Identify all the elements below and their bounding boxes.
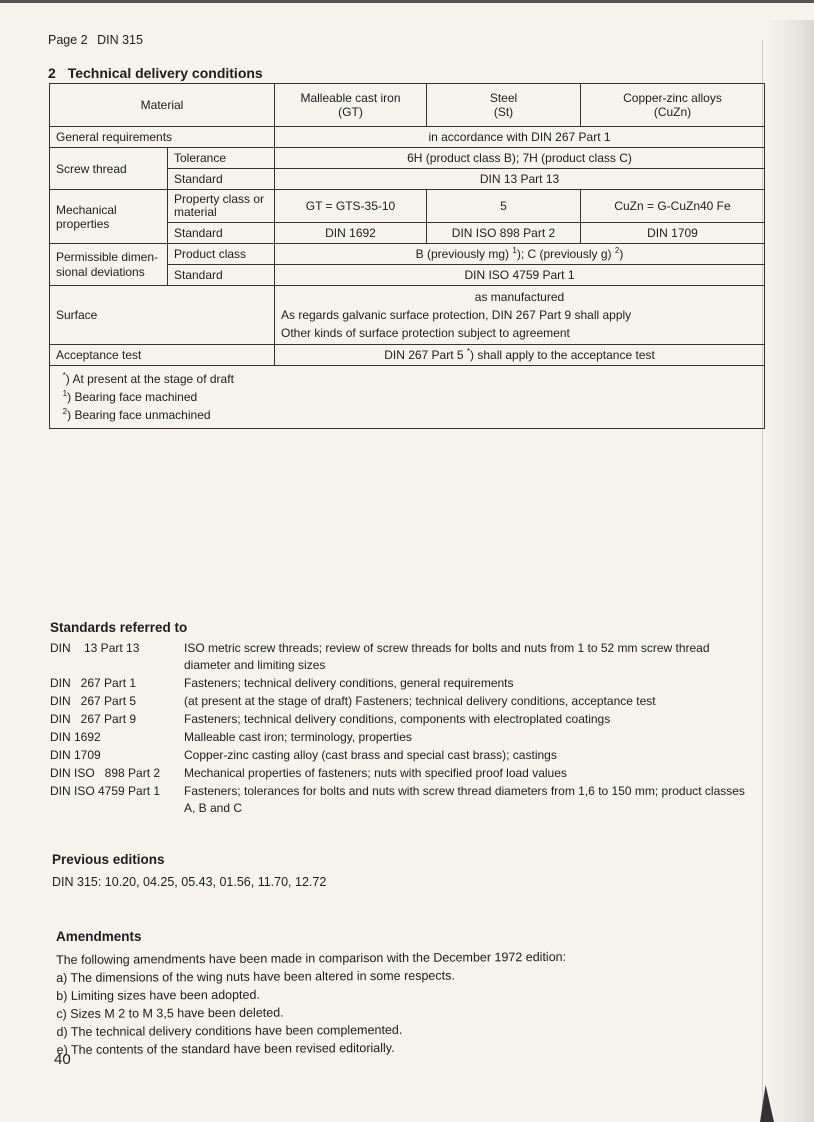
list-item: d) The technical delivery conditions have been complemented. (56, 1022, 403, 1039)
permissible-standard-value: DIN ISO 4759 Part 1 (275, 265, 765, 286)
page-number: 40 (54, 1051, 71, 1068)
page-top-edge (0, 0, 814, 3)
standard-label: DIN 315 (97, 33, 143, 47)
table-row (50, 345, 765, 366)
st-standard: DIN ISO 898 Part 2 (427, 223, 581, 244)
list-item: DIN ISO 898 Part 2 Mechanical properties of fasteners; nuts with specified proof load values (50, 766, 567, 780)
mechanical-label: Mechanical properties (50, 190, 168, 244)
list-item: DIN ISO 4759 Part 1 Fasteners; tolerances for bolts and nuts with screw thread diameters from 1,6 to 150 mm; product classes A, B and C (50, 784, 745, 815)
previous-editions-title: Previous editions (52, 852, 165, 867)
table-row (50, 148, 765, 169)
property-class-label: Property class or material (168, 190, 275, 223)
st-property: 5 (427, 190, 581, 223)
table-row (50, 190, 765, 223)
list-item: b) Limiting sizes have been adopted. (56, 987, 260, 1003)
general-label: General requirements (50, 127, 275, 148)
standards-list (50, 640, 750, 818)
amendments-title: Amendments (56, 929, 142, 944)
table-row (50, 286, 765, 345)
list-item: e) The contents of the standard have been revised editorially. (56, 1040, 395, 1057)
previous-editions-text: DIN 315: 10.20, 04.25, 05.43, 01.56, 11.70, 12.72 (52, 875, 327, 889)
surface-line-2: As regards galvanic surface protection, DIN 267 Part 9 shall apply (281, 308, 632, 322)
surface-label: Surface (50, 286, 275, 345)
surface-line-1: as manufactured (474, 290, 565, 304)
page-header (48, 33, 143, 47)
permissible-label: Permissible dimen- sional deviations (50, 244, 168, 286)
product-class-label: Product class (168, 244, 275, 265)
mech-standard-label: Standard (168, 223, 275, 244)
footnotes-row (50, 366, 765, 429)
thread-standard-value: DIN 13 Part 13 (275, 169, 765, 190)
table-row (50, 244, 765, 265)
section-name: Technical delivery conditions (67, 65, 263, 81)
permissible-standard-label: Standard (168, 265, 275, 286)
technical-delivery-table (49, 83, 765, 429)
page-shadow (764, 20, 814, 1122)
gt-standard: DIN 1692 (275, 223, 427, 244)
footnote-star: *) At present at the stage of draft (62, 371, 234, 386)
section-title (48, 65, 263, 81)
list-item: DIN 267 Part 5 (at present at the stage of draft) Fasteners; technical delivery conditions, acceptance test (50, 694, 656, 708)
surface-line-3: Other kinds of surface protection subject to agreement (281, 326, 570, 340)
cuzn-standard: DIN 1709 (581, 223, 765, 244)
gt-property: GT = GTS-35-10 (275, 190, 427, 223)
list-item: c) Sizes M 2 to M 3,5 have been deleted. (56, 1005, 284, 1021)
gt-header: Malleable cast iron (GT) (275, 84, 427, 127)
standards-referred-title: Standards referred to (50, 620, 188, 635)
cuzn-property: CuZn = G-CuZn40 Fe (581, 190, 765, 223)
screw-thread-label: Screw thread (50, 148, 168, 190)
footnotes (50, 366, 765, 429)
footnote-2: $^2$) Bearing face unmachined (62, 407, 211, 422)
surface-value (275, 286, 765, 345)
list-item: DIN 1709 Copper-zinc casting alloy (cast brass and special cast brass); castings (50, 748, 557, 762)
cuzn-header: Copper-zinc alloys (CuZn) (581, 84, 765, 127)
general-value: in accordance with DIN 267 Part 1 (275, 127, 765, 148)
tolerance-value: 6H (product class B); 7H (product class C) (275, 148, 765, 169)
list-item: DIN 1692 Malleable cast iron; terminology, properties (50, 730, 412, 744)
tolerance-label: Tolerance (168, 148, 275, 169)
st-header: Steel (St) (427, 84, 581, 127)
amendments-list (56, 947, 737, 1059)
list-item: DIN 267 Part 1 Fasteners; technical delivery conditions, general requirements (50, 676, 514, 690)
material-header: Material (50, 84, 275, 127)
acceptance-label: Acceptance test (50, 345, 275, 366)
table-header-row (50, 84, 765, 127)
footnote-1: $^1$) Bearing face machined (62, 389, 198, 404)
thread-standard-label: Standard (168, 169, 275, 190)
page-label: Page 2 (48, 33, 88, 47)
list-item: DIN 267 Part 9 Fasteners; technical delivery conditions, components with electroplated coatings (50, 712, 611, 726)
product-class-value: B (previously mg) $^1$); C (previously g) $^2$) (275, 244, 765, 265)
amendments-intro: The following amendments have been made in comparison with the December 1972 edition: (56, 949, 567, 967)
list-item: DIN 13 Part 13 ISO metric screw threads; review of screw threads for bolts and nuts from 1 to 52 mm screw thread diameter and limiting sizes (50, 641, 710, 672)
section-number: 2 (48, 65, 56, 81)
list-item: a) The dimensions of the wing nuts have been altered in some respects. (56, 968, 455, 985)
acceptance-value: DIN 267 Part 5 *) shall apply to the acceptance test (275, 345, 765, 366)
table-row (50, 127, 765, 148)
